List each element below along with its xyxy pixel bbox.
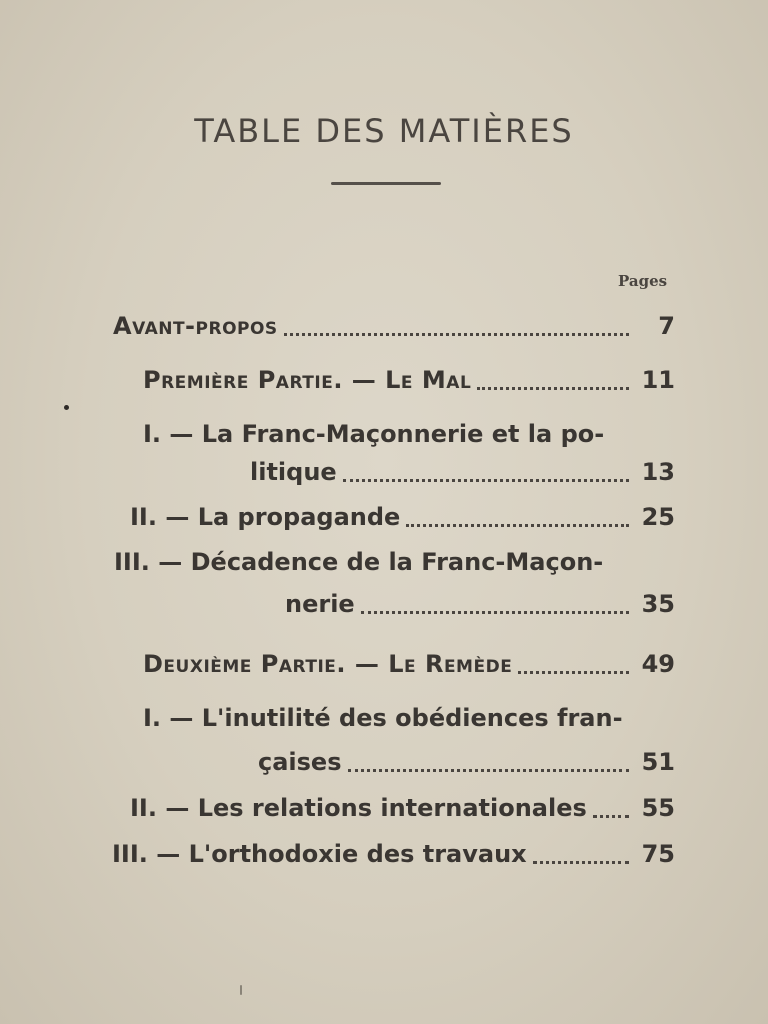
toc-entry-page: 55 [641,794,675,822]
toc-entry-text: nerie [285,590,355,618]
toc-entry-p1-i [250,458,675,486]
toc-entry-text: II. — La propagande [130,503,401,531]
leader-dots [348,769,630,772]
leader-dots [533,861,629,864]
toc-entry-text: Deuxième Partie. — Le Remède [143,650,513,678]
leader-dots [361,611,629,614]
toc-entry-text: litique [250,458,337,486]
toc-entry-text: Première Partie. — Le Mal [143,366,472,394]
toc-entry-line1: I. — La Franc-Maçonnerie et la po- [143,420,605,448]
paper-speck [240,985,242,995]
paper-speck [64,405,69,410]
toc-entry-page: 75 [641,840,675,868]
toc-entry-page: 7 [658,312,675,340]
toc-entry-p2-ii [130,794,675,822]
toc-entry-p1-iii [285,590,675,618]
toc-entry-p2-i [258,748,675,776]
toc-entry-page: 51 [641,748,675,776]
title-rule [331,182,441,185]
leader-dots [284,333,629,336]
toc-entry-p2-iii [112,840,675,868]
toc-entry-avant-propos [113,312,675,340]
pages-column-label: Pages [618,272,668,290]
toc-entry-text: II. — Les relations internationales [130,794,587,822]
toc-entry-line1: I. — L'inutilité des obédiences fran- [143,704,623,732]
leader-dots [477,387,629,390]
toc-entry-deuxieme-partie [143,650,675,678]
toc-entry-line1: III. — Décadence de la Franc-Maçon- [114,548,604,576]
leader-dots [406,524,629,527]
toc-entry-text: çaises [258,748,342,776]
leader-dots [343,479,629,482]
leader-dots [593,815,629,818]
toc-entry-page: 13 [641,458,675,486]
page-title: TABLE DES MATIÈRES [194,112,574,150]
toc-entry-text: III. — L'orthodoxie des travaux [112,840,527,868]
toc-entry-premiere-partie [143,366,675,394]
leader-dots [518,671,629,674]
toc-entry-page: 11 [641,366,675,394]
toc-entry-text: Avant-propos [113,312,278,340]
toc-entry-page: 25 [641,503,675,531]
toc-entry-page: 35 [641,590,675,618]
toc-entry-page: 49 [641,650,675,678]
toc-entry-p1-ii [130,503,675,531]
